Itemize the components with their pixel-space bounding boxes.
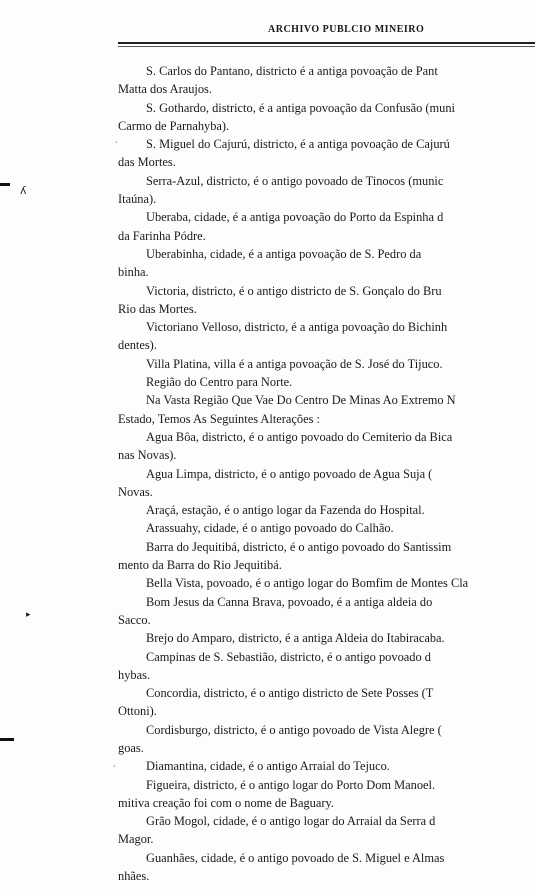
text-line: Novas.: [118, 484, 153, 499]
text-line: mento da Barra do Rio Jequitibá.: [118, 558, 282, 573]
text-line: Victoria, districto, é o antigo districto de S. Gonçalo do Bru: [146, 283, 442, 298]
text-line: dentes).: [118, 338, 157, 353]
speck-mark: ·: [115, 138, 118, 147]
text-line: binha.: [118, 265, 149, 280]
text-line: Villa Platina, villa é a antiga povoação de S. José do Tijuco.: [146, 356, 443, 371]
text-line: goas.: [118, 740, 144, 755]
left-margin-bullet: ▸: [26, 610, 31, 620]
body-text: [118, 62, 535, 885]
text-line: Agua Bôa, districto, é o antigo povoado do Cemiterio da Bica: [146, 429, 453, 444]
text-line: Rio das Mortes.: [118, 301, 197, 316]
text-line: da Farinha Pódre.: [118, 228, 206, 243]
text-line: Victoriano Velloso, districto, é a antiga povoação do Bichinh: [146, 320, 448, 335]
text-line: nhães.: [118, 869, 150, 884]
text-line: Bom Jesus da Canna Brava, povoado, é a antiga aldeia do: [146, 594, 433, 609]
text-line: Estado, Temos As Seguintes Alterações :: [118, 411, 320, 426]
text-line: Na Vasta Região Que Vae Do Centro De Minas Ao Extremo N: [146, 393, 456, 408]
text-line: Magor.: [118, 832, 154, 847]
left-edge-mark-bottom: [0, 738, 14, 741]
text-line: Região do Centro para Norte.: [146, 375, 293, 390]
text-line: nas Novas).: [118, 448, 177, 463]
text-line: Figueira, districto, é o antigo logar do Porto Dom Manoel.: [146, 777, 436, 792]
text-line: mitiva creação foi com o nome de Baguary.: [118, 795, 334, 810]
text-line: hybas.: [118, 667, 151, 682]
text-line: Itaúna).: [118, 192, 157, 207]
text-line: Serra-Azul, districto, é o antigo povoado de Tinocos (munic: [146, 173, 444, 188]
header-rule: [118, 42, 535, 44]
text-line: Cordisburgo, districto, é o antigo povoado de Vista Alegre (: [146, 722, 442, 737]
text-line: Matta dos Araujos.: [118, 82, 212, 97]
header-rule-thin: [118, 46, 535, 47]
text-line: Campinas de S. Sebastião, districto, é o antigo povoado d: [146, 649, 431, 664]
text-line: Sacco.: [118, 612, 151, 627]
left-edge-mark-top: [0, 183, 10, 186]
text-line: Guanhães, cidade, é o antigo povoado de S. Miguel e Almas: [146, 850, 445, 865]
text-line: Arassuahy, cidade, é o antigo povoado do Calhão.: [146, 521, 394, 536]
speck-mark-lower: ·: [113, 762, 116, 771]
text-line: Diamantina, cidade, é o antigo Arraial do Tejuco.: [146, 759, 390, 774]
text-line: Araçá, estação, é o antigo logar da Fazenda do Hospital.: [146, 503, 425, 518]
text-line: Concordia, districto, é o antigo districto de Sete Posses (T: [146, 686, 434, 701]
running-header: ARCHIVO PUBLCIO MINEIRO: [268, 24, 425, 35]
text-line: S. Carlos do Pantano, districto é a antiga povoação de Pant: [146, 64, 438, 78]
text-line: S. Gothardo, districto, é a antiga povoação da Confusão (muni: [146, 100, 456, 115]
text-line: Bella Vista, povoado, é o antigo logar do Bomfim de Montes Cla: [146, 576, 469, 591]
text-line: Brejo do Amparo, districto, é a antiga Aldeia do Itabiracaba.: [146, 631, 445, 646]
text-line: Agua Limpa, districto, é o antigo povoado de Agua Suja (: [146, 466, 433, 481]
text-line: Barra do Jequitibá, districto, é o antigo povoado do Santissim: [146, 539, 452, 554]
text-line: Grão Mogol, cidade, é o antigo logar do Arraial da Serra d: [146, 814, 436, 829]
left-margin-mark: ʎ: [20, 184, 27, 197]
text-line: Uberaba, cidade, é a antiga povoação do Porto da Espinha d: [146, 210, 444, 225]
text-line: S. Miguel do Cajurú, districto, é a antiga povoação de Cajurú: [146, 137, 450, 152]
text-line: das Mortes.: [118, 155, 176, 170]
text-line: Ottoni).: [118, 704, 157, 719]
text-line: Carmo de Parnahyba).: [118, 118, 230, 133]
text-line: Uberabinha, cidade, é a antiga povoação de S. Pedro da: [146, 246, 422, 261]
